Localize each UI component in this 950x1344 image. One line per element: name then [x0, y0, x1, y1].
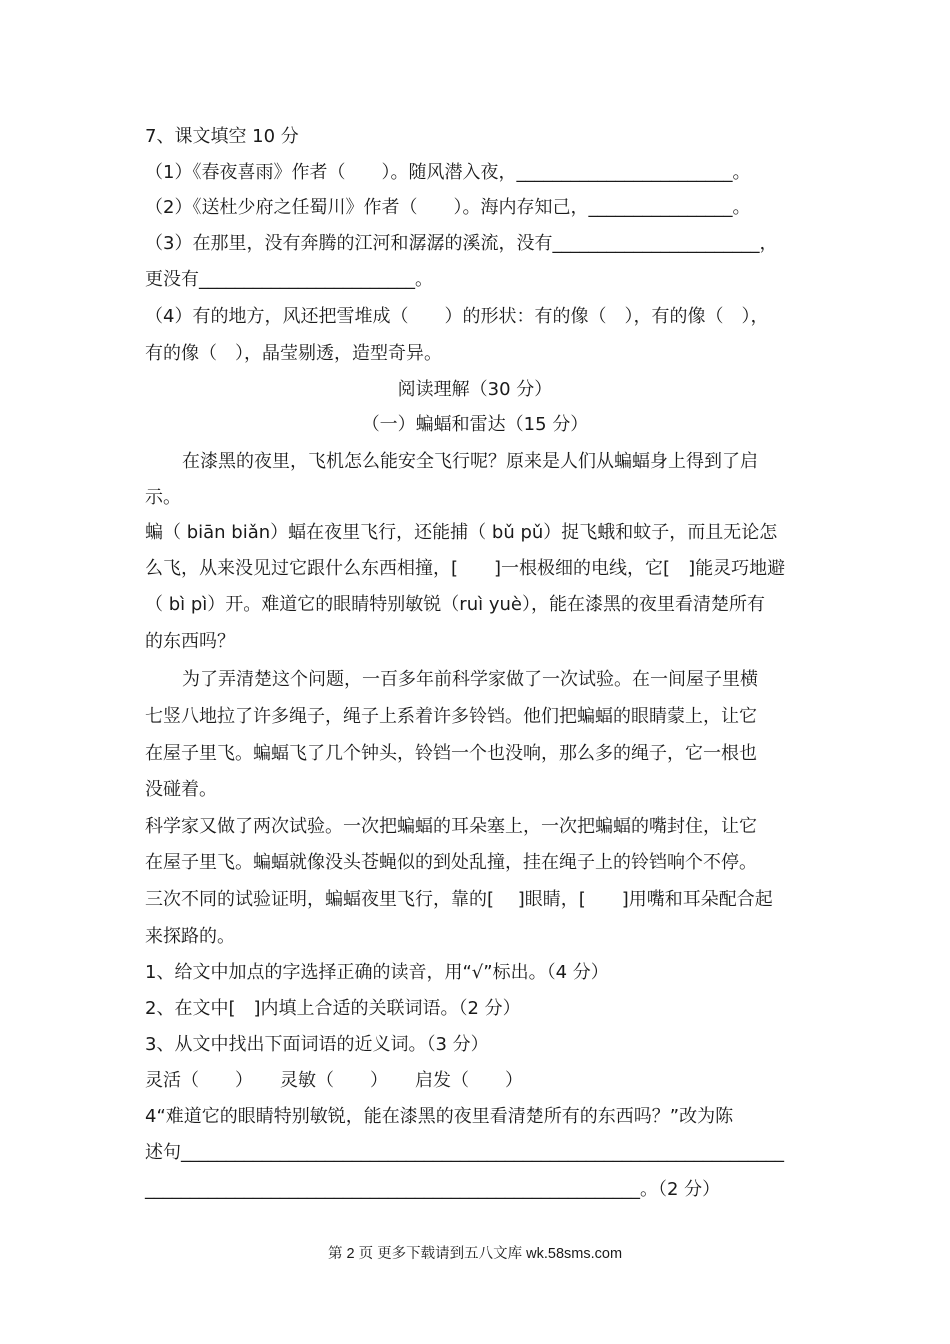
fill-blank-1: （1）《春夜喜雨》作者（ ）。随风潜入夜，________________________。	[145, 162, 751, 183]
question-2: 2、在文中[ ]内填上合适的关联词语。（2 分）	[145, 998, 521, 1019]
paragraph-2-line-2: 么飞，从来没见过它跟什么东西相撞，[ ]一根极细的电线，它[ ]能灵巧地避	[145, 558, 786, 579]
paragraph-3-line-3: 在屋子里飞。蝙蝠飞了几个钟头，铃铛一个也没响，那么多的绳子，它一根也	[145, 743, 757, 764]
paragraph-4-line-2: 在屋子里飞。蝙蝠就像没头苍蝇似的到处乱撞，挂在绳子上的铃铛响个不停。	[145, 852, 757, 873]
fill-blank-4-line-1: （4）有的地方，风还把雪堆成（ ）的形状：有的像（ ），有的像（ ），	[145, 306, 769, 327]
question-4-line-2: 述句___________________________________________________________________	[145, 1142, 784, 1163]
paragraph-2-line-3: （ bì pì）开。难道它的眼睛特别敏锐（ruì yuè），能在漆黑的夜里看清楚所有	[145, 594, 765, 615]
paragraph-4-line-1: 科学家又做了两次试验。一次把蝙蝠的耳朵塞上，一次把蝙蝠的嘴封住，让它	[145, 816, 757, 837]
paragraph-2-line-1: 蝙（ biān biǎn）蝠在夜里飞行，还能捕（ bǔ pǔ）捉飞蛾和蚊子，而且无论怎	[145, 522, 778, 543]
paragraph-5-line-1: 三次不同的试验证明，蝙蝠夜里飞行，靠的[ ]眼睛，[ ]用嘴和耳朵配合起	[145, 889, 773, 910]
paragraph-5-line-2: 来探路的。	[145, 926, 235, 947]
paragraph-3-line-2: 七竖八地拉了许多绳子，绳子上系着许多铃铛。他们把蝙蝠的眼睛蒙上，让它	[145, 706, 757, 727]
paragraph-3-line-1: 为了弄清楚这个问题，一百多年前科学家做了一次试验。在一间屋子里横	[182, 669, 758, 690]
paragraph-3-line-4: 没碰着。	[145, 779, 217, 800]
reading-heading: 阅读理解（30 分）	[397, 379, 553, 400]
fill-blank-3-line-1: （3）在那里，没有奔腾的江河和潺潺的溪流，没有_______________________，	[145, 233, 778, 254]
page-footer: 第 2 页 更多下载请到五八文库 wk.58sms.com	[327, 1246, 623, 1262]
fill-blank-4-line-2: 有的像（ ），晶莹剔透，造型奇异。	[145, 343, 442, 364]
question-4-line-3: _______________________________________________________。（2 分）	[145, 1179, 721, 1200]
question-3: 3、从文中找出下面词语的近义词。（3 分）	[145, 1034, 489, 1055]
question-1: 1、给文中加点的字选择正确的读音，用“√”标出。（4 分）	[145, 962, 609, 983]
fill-blank-2: （2）《送杜少府之任蜀川》作者（ ）。海内存知己，________________。	[145, 197, 751, 218]
paragraph-1-line-1: 在漆黑的夜里，飞机怎么能安全飞行呢？原来是人们从蝙蝠身上得到了启	[182, 451, 758, 472]
section7-title: 7、课文填空 10 分	[145, 126, 299, 147]
reading-subheading: （一）蝙蝠和雷达（15 分）	[361, 414, 589, 435]
paragraph-1-line-2: 示。	[145, 487, 181, 508]
paragraph-2-line-4: 的东西吗？	[145, 631, 235, 652]
question-3-words: 灵活（ ） 灵敏（ ） 启发（ ）	[145, 1070, 523, 1091]
question-4-line-1: 4“难道它的眼睛特别敏锐，能在漆黑的夜里看清楚所有的东西吗？”改为陈	[145, 1106, 734, 1127]
fill-blank-3-line-2: 更没有________________________。	[145, 269, 433, 290]
